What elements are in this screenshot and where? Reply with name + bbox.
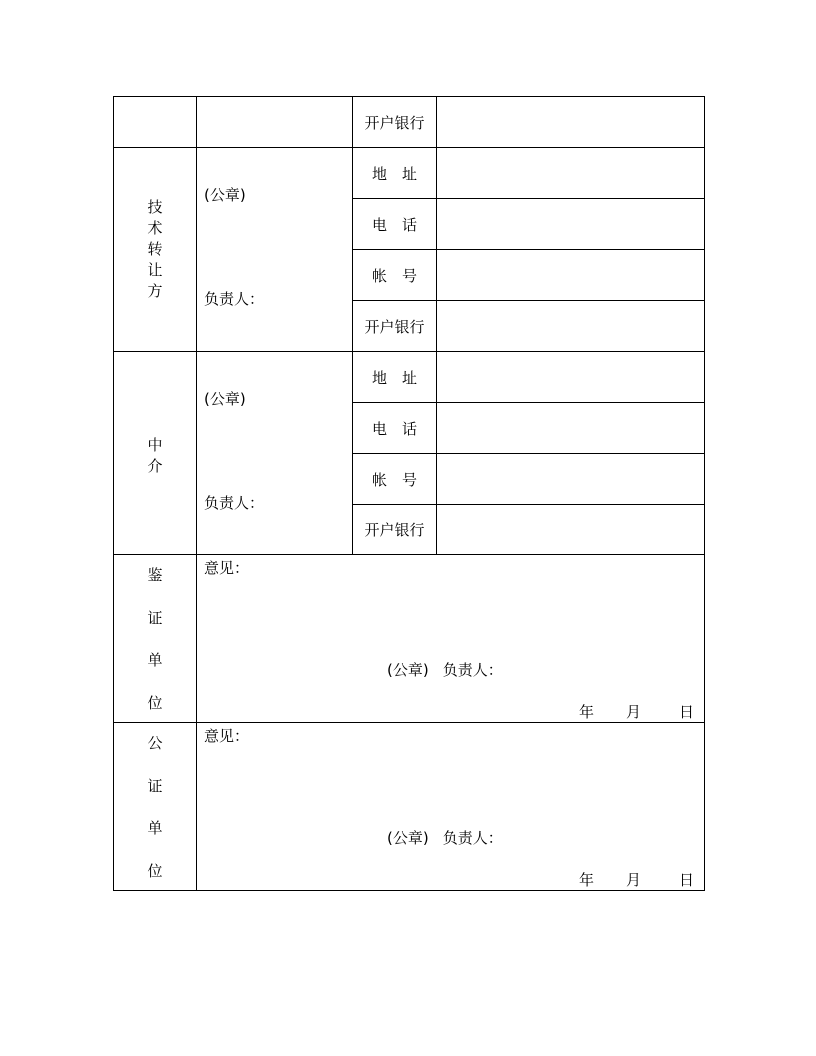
intermediary-char: 中 xyxy=(147,436,163,454)
responsible-person-label: 负责人： xyxy=(442,829,503,847)
signature-line xyxy=(387,827,503,848)
intermediary-seal-cell[interactable] xyxy=(197,352,353,555)
transferor-char: 术 xyxy=(147,219,163,237)
phone-label: 电 话 xyxy=(353,403,437,454)
contract-party-table xyxy=(113,96,705,891)
transferor-char: 方 xyxy=(147,282,163,300)
notary-opinion-field[interactable] xyxy=(197,723,705,891)
signature-line xyxy=(387,659,503,680)
notary-char: 证 xyxy=(147,776,163,795)
verifier-char: 单 xyxy=(147,651,163,670)
account-label: 帐 号 xyxy=(353,250,437,301)
address-label: 地 址 xyxy=(353,352,437,403)
date-line xyxy=(579,701,694,722)
seal-label: (公章) xyxy=(387,661,429,679)
verifier-char: 鉴 xyxy=(147,566,163,584)
phone-value-field[interactable] xyxy=(437,199,705,250)
opinion-label: 意见： xyxy=(204,559,250,577)
previous-party-name-cell xyxy=(114,97,197,148)
account-value-field[interactable] xyxy=(437,250,705,301)
bank-value-field[interactable] xyxy=(437,301,705,352)
responsible-person-label: 负责人： xyxy=(442,661,503,679)
account-label: 帐 号 xyxy=(353,454,437,505)
year-label: 年 xyxy=(578,871,594,889)
intermediary-name xyxy=(114,389,196,517)
notary-char: 单 xyxy=(147,819,163,838)
transferor-address-row xyxy=(114,148,705,199)
account-value-field[interactable] xyxy=(437,454,705,505)
seal-label: (公章) xyxy=(204,390,246,408)
transferor-name-cell xyxy=(114,148,197,352)
date-line xyxy=(579,869,694,890)
intermediary-address-row xyxy=(114,352,705,403)
verifier-name-cell xyxy=(114,555,197,723)
seal-label: (公章) xyxy=(204,186,246,204)
opinion-label: 意见： xyxy=(204,727,250,745)
verifier-row xyxy=(114,555,705,723)
verifier-char: 证 xyxy=(147,608,163,627)
day-label: 日 xyxy=(678,703,694,721)
month-label: 月 xyxy=(625,871,641,889)
transferor-name xyxy=(114,197,196,302)
month-label: 月 xyxy=(625,703,641,721)
bank-label: 开户银行 xyxy=(353,97,437,148)
transferor-char: 转 xyxy=(147,240,163,258)
transferor-char: 让 xyxy=(147,261,163,279)
previous-party-bank-row xyxy=(114,97,705,148)
notary-char: 位 xyxy=(147,861,163,880)
address-label: 地 址 xyxy=(353,148,437,199)
day-label: 日 xyxy=(678,871,694,889)
responsible-person-label: 负责人： xyxy=(204,494,265,512)
notary-row xyxy=(114,723,705,891)
intermediary-name-cell xyxy=(114,352,197,555)
bank-value-field[interactable] xyxy=(437,505,705,555)
address-value-field[interactable] xyxy=(437,148,705,199)
bank-value-field[interactable] xyxy=(437,97,705,148)
seal-label: (公章) xyxy=(387,829,429,847)
verifier-name xyxy=(114,555,196,722)
transferor-char: 技 xyxy=(147,198,163,216)
phone-value-field[interactable] xyxy=(437,403,705,454)
bank-label: 开户银行 xyxy=(353,301,437,352)
notary-name xyxy=(114,723,196,890)
intermediary-char: 介 xyxy=(147,457,163,475)
year-label: 年 xyxy=(578,703,594,721)
transferor-seal-cell[interactable] xyxy=(197,148,353,352)
verifier-char: 位 xyxy=(147,693,163,712)
address-value-field[interactable] xyxy=(437,352,705,403)
responsible-person-label: 负责人： xyxy=(204,290,265,308)
notary-name-cell xyxy=(114,723,197,891)
verifier-opinion-field[interactable] xyxy=(197,555,705,723)
phone-label: 电 话 xyxy=(353,199,437,250)
notary-char: 公 xyxy=(147,734,163,752)
previous-party-seal-cell xyxy=(197,97,353,148)
bank-label: 开户银行 xyxy=(353,505,437,555)
